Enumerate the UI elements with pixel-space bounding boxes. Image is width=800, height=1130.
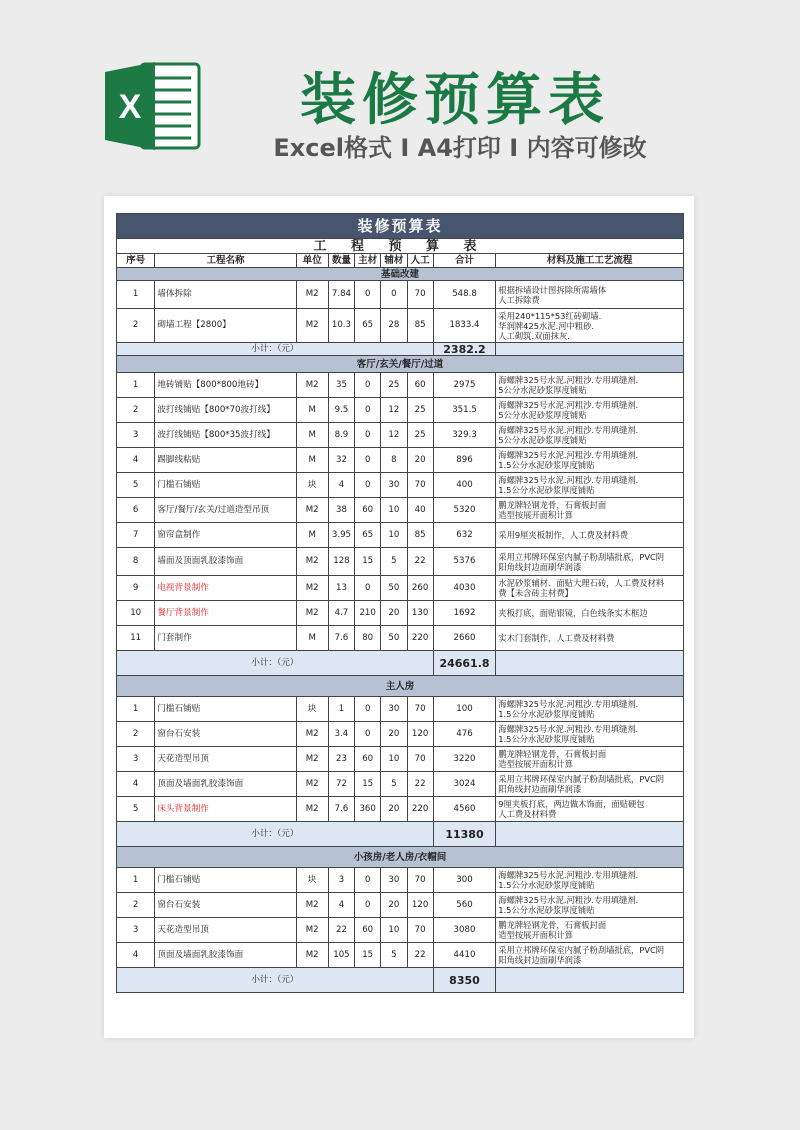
main-material-cell: 210: [355, 601, 381, 626]
quantity-cell: 7.6: [328, 626, 354, 651]
table-row: [117, 281, 684, 309]
section-title: 客厅/玄关/餐厅/过道: [117, 356, 684, 373]
total-cell: 548.8: [433, 281, 496, 309]
item-name: 墙体拆除: [155, 281, 296, 309]
item-name: 砌墙工程【2800】: [155, 309, 296, 343]
item-name: 天花造型吊顶: [155, 918, 296, 943]
subtotal-value: 11380: [433, 822, 496, 847]
banner: [0, 0, 800, 190]
unit-cell: M2: [296, 722, 328, 747]
quantity-cell: 9.5: [328, 398, 354, 423]
aux-material-cell: 28: [381, 309, 407, 343]
labor-cell: 220: [407, 797, 433, 822]
quantity-cell: 105: [328, 943, 354, 968]
item-name: 窗帘盒制作: [155, 523, 296, 548]
table-row: [117, 943, 684, 968]
subtotal-value: 8350: [433, 968, 496, 993]
aux-material-cell: 50: [381, 626, 407, 651]
unit-cell: M2: [296, 498, 328, 523]
row-number: 4: [117, 943, 155, 968]
labor-cell: 130: [407, 601, 433, 626]
section-title: 小孩房/老人房/衣帽间: [117, 847, 684, 868]
total-cell: 896: [433, 448, 496, 473]
sheet-subtitle: 工 程 预 算 表: [117, 239, 684, 254]
total-cell: 5320: [433, 498, 496, 523]
unit-cell: M: [296, 626, 328, 651]
labor-cell: 70: [407, 697, 433, 722]
labor-cell: 22: [407, 548, 433, 576]
table-row: [117, 893, 684, 918]
section-title: 基础改建: [117, 268, 684, 281]
unit-cell: M2: [296, 281, 328, 309]
labor-cell: 22: [407, 943, 433, 968]
table-row: [117, 772, 684, 797]
row-number: 1: [117, 697, 155, 722]
table-row: [117, 626, 684, 651]
quantity-cell: 72: [328, 772, 354, 797]
total-cell: 329.3: [433, 423, 496, 448]
aux-material-cell: 8: [381, 448, 407, 473]
main-material-cell: 0: [355, 697, 381, 722]
total-cell: 400: [433, 473, 496, 498]
table-row: [117, 797, 684, 822]
aux-material-cell: 0: [381, 281, 407, 309]
header-cell: 工程名称: [155, 254, 296, 268]
process-cell: 根据拆墙设计图拆除所需墙体 人工拆除费: [496, 281, 684, 309]
labor-cell: 25: [407, 398, 433, 423]
main-material-cell: 15: [355, 772, 381, 797]
subtotal-empty: [496, 343, 684, 356]
subtotal-row: [117, 822, 684, 847]
labor-cell: 40: [407, 498, 433, 523]
unit-cell: M2: [296, 772, 328, 797]
subtotal-label: 小计：（元）: [117, 968, 434, 993]
total-cell: 632: [433, 523, 496, 548]
row-number: 3: [117, 423, 155, 448]
labor-cell: 70: [407, 918, 433, 943]
aux-material-cell: 30: [381, 697, 407, 722]
row-number: 9: [117, 576, 155, 601]
unit-cell: M2: [296, 373, 328, 398]
aux-material-cell: 30: [381, 473, 407, 498]
unit-cell: M2: [296, 601, 328, 626]
quantity-cell: 10.3: [328, 309, 354, 343]
main-material-cell: 0: [355, 893, 381, 918]
unit-cell: M: [296, 448, 328, 473]
table-row: [117, 373, 684, 398]
quantity-cell: 4.7: [328, 601, 354, 626]
header-cell: 单位: [296, 254, 328, 268]
item-name: 地砖铺贴【800*800地砖】: [155, 373, 296, 398]
main-material-cell: 60: [355, 498, 381, 523]
item-name: 窗台石安装: [155, 893, 296, 918]
row-number: 4: [117, 448, 155, 473]
aux-material-cell: 5: [381, 548, 407, 576]
row-number: 5: [117, 797, 155, 822]
unit-cell: M: [296, 423, 328, 448]
item-name: 天花造型吊顶: [155, 747, 296, 772]
item-name: 顶面及墙面乳胶漆饰面: [155, 943, 296, 968]
main-material-cell: 15: [355, 943, 381, 968]
main-material-cell: 0: [355, 448, 381, 473]
subtotal-empty: [496, 651, 684, 676]
page-subtitle: Excel格式 I A4打印 I 内容可修改: [273, 134, 647, 162]
process-cell: 采用立邦牌环保室内腻子粉刮墙批底，PVC阴 阳角线封边面刷华润漆: [496, 943, 684, 968]
unit-cell: M2: [296, 548, 328, 576]
labor-cell: 220: [407, 626, 433, 651]
unit-cell: M: [296, 398, 328, 423]
total-cell: 351.5: [433, 398, 496, 423]
quantity-cell: 22: [328, 918, 354, 943]
quantity-cell: 1: [328, 697, 354, 722]
subtotal-row: [117, 343, 684, 356]
main-material-cell: 0: [355, 423, 381, 448]
page-title: 装修预算表: [300, 68, 610, 133]
subtotal-value: 2382.2: [433, 343, 496, 356]
section-header-row: [117, 268, 684, 281]
unit-cell: M2: [296, 797, 328, 822]
process-cell: 海螺牌325号水泥.河粗沙.专用填缝剂. 5公分水泥砂浆厚度铺贴: [496, 423, 684, 448]
row-number: 2: [117, 893, 155, 918]
process-cell: 采用立邦牌环保室内腻子粉刮墙批底，PVC阴 阳角线封边面刷华润漆: [496, 548, 684, 576]
row-number: 2: [117, 309, 155, 343]
table-row: [117, 747, 684, 772]
process-cell: 实木门套制作，人工费及材料费: [496, 626, 684, 651]
process-cell: 海螺牌325号水泥.河粗沙.专用填缝剂. 5公分水泥砂浆厚度铺贴: [496, 398, 684, 423]
aux-material-cell: 20: [381, 893, 407, 918]
labor-cell: 70: [407, 868, 433, 893]
quantity-cell: 8.9: [328, 423, 354, 448]
header-cell: 数量: [328, 254, 354, 268]
quantity-cell: 3.4: [328, 722, 354, 747]
aux-material-cell: 10: [381, 918, 407, 943]
main-material-cell: 0: [355, 868, 381, 893]
aux-material-cell: 10: [381, 747, 407, 772]
section-title: 主人房: [117, 676, 684, 697]
row-number: 6: [117, 498, 155, 523]
process-cell: 采用立邦牌环保室内腻子粉刮墙批底，PVC阴 阳角线封边面刷华润漆: [496, 772, 684, 797]
total-cell: 1833.4: [433, 309, 496, 343]
item-name: 门槛石铺贴: [155, 697, 296, 722]
subtotal-row: [117, 651, 684, 676]
item-name: 波打线铺贴【800*70波打线】: [155, 398, 296, 423]
main-material-cell: 80: [355, 626, 381, 651]
table-row: [117, 601, 684, 626]
unit-cell: M2: [296, 918, 328, 943]
quantity-cell: 38: [328, 498, 354, 523]
subtotal-empty: [496, 822, 684, 847]
row-number: 8: [117, 548, 155, 576]
item-name: 墙面及顶面乳胶漆饰面: [155, 548, 296, 576]
budget-table: [116, 213, 684, 993]
item-name: 客厅/餐厅/玄关/过道造型吊顶: [155, 498, 296, 523]
aux-material-cell: 12: [381, 423, 407, 448]
labor-cell: 85: [407, 309, 433, 343]
total-cell: 4410: [433, 943, 496, 968]
quantity-cell: 32: [328, 448, 354, 473]
process-cell: 采用9厘夹板制作，人工费及材料费: [496, 523, 684, 548]
row-number: 1: [117, 281, 155, 309]
quantity-cell: 4: [328, 473, 354, 498]
row-number: 7: [117, 523, 155, 548]
labor-cell: 22: [407, 772, 433, 797]
process-cell: 海螺牌325号水泥.河粗沙.专用填缝剂. 1.5公分水泥砂浆厚度铺贴: [496, 473, 684, 498]
unit-cell: 块: [296, 697, 328, 722]
total-cell: 3220: [433, 747, 496, 772]
labor-cell: 120: [407, 893, 433, 918]
table-row: [117, 868, 684, 893]
unit-cell: M2: [296, 943, 328, 968]
table-row: [117, 697, 684, 722]
subtotal-label: 小计：（元）: [117, 822, 434, 847]
total-cell: 3024: [433, 772, 496, 797]
quantity-cell: 3.95: [328, 523, 354, 548]
quantity-cell: 35: [328, 373, 354, 398]
item-name: 电视背景制作: [155, 576, 296, 601]
process-cell: 海螺牌325号水泥.河粗沙.专用填缝剂. 1.5公分水泥砂浆厚度铺贴: [496, 697, 684, 722]
row-number: 5: [117, 473, 155, 498]
main-material-cell: 65: [355, 309, 381, 343]
header-cell: 材料及施工工艺流程: [496, 254, 684, 268]
table-row: [117, 523, 684, 548]
table-body: [117, 214, 684, 993]
main-material-cell: 0: [355, 722, 381, 747]
process-cell: 海螺牌325号水泥.河粗沙.专用填缝剂. 5公分水泥砂浆厚度铺贴: [496, 373, 684, 398]
main-material-cell: 0: [355, 576, 381, 601]
spreadsheet-page: [104, 196, 694, 1038]
unit-cell: M2: [296, 893, 328, 918]
item-name: 床头背景制作: [155, 797, 296, 822]
labor-cell: 70: [407, 747, 433, 772]
unit-cell: M2: [296, 747, 328, 772]
section-header-row: [117, 356, 684, 373]
total-cell: 2660: [433, 626, 496, 651]
labor-cell: 70: [407, 281, 433, 309]
subtotal-label: 小计：（元）: [117, 651, 434, 676]
total-cell: 2975: [433, 373, 496, 398]
header-row: [117, 254, 684, 268]
aux-material-cell: 20: [381, 797, 407, 822]
excel-icon: [103, 58, 203, 154]
quantity-cell: 13: [328, 576, 354, 601]
section-header-row: [117, 676, 684, 697]
item-name: 波打线铺贴【800*35波打线】: [155, 423, 296, 448]
excel-logo-letter: X: [118, 88, 142, 126]
total-cell: 3080: [433, 918, 496, 943]
labor-cell: 85: [407, 523, 433, 548]
total-cell: 4560: [433, 797, 496, 822]
main-material-cell: 60: [355, 918, 381, 943]
labor-cell: 25: [407, 423, 433, 448]
unit-cell: M2: [296, 309, 328, 343]
header-cell: 合计: [433, 254, 496, 268]
process-cell: 采用240*115*53红砖砌墙. 华润牌425水泥.河中粗砂. 人工砌筑.双面抹灰.: [496, 309, 684, 343]
subtotal-label: 小计：（元）: [117, 343, 434, 356]
main-material-cell: 0: [355, 398, 381, 423]
quantity-cell: 7.6: [328, 797, 354, 822]
row-number: 10: [117, 601, 155, 626]
unit-cell: 块: [296, 473, 328, 498]
quantity-cell: 7.84: [328, 281, 354, 309]
row-number: 3: [117, 747, 155, 772]
aux-material-cell: 25: [381, 373, 407, 398]
process-cell: 9厘夹板打底，两边做木饰面，面贴硬包 人工费及材料费: [496, 797, 684, 822]
main-material-cell: 0: [355, 281, 381, 309]
labor-cell: 70: [407, 473, 433, 498]
labor-cell: 20: [407, 448, 433, 473]
process-cell: 鹏龙牌轻钢龙骨，石膏板封面 造型按展开面积计算: [496, 747, 684, 772]
item-name: 门槛石铺贴: [155, 473, 296, 498]
section-header-row: [117, 847, 684, 868]
process-cell: 夹板打底，面贴银镜，白色线条实木框边: [496, 601, 684, 626]
total-cell: 1692: [433, 601, 496, 626]
row-number: 11: [117, 626, 155, 651]
process-cell: 海螺牌325号水泥.河粗沙.专用填缝剂. 1.5公分水泥砂浆厚度铺贴: [496, 448, 684, 473]
table-row: [117, 423, 684, 448]
aux-material-cell: 5: [381, 943, 407, 968]
row-number: 3: [117, 918, 155, 943]
labor-cell: 260: [407, 576, 433, 601]
quantity-cell: 23: [328, 747, 354, 772]
row-number: 1: [117, 868, 155, 893]
item-name: 窗台石安装: [155, 722, 296, 747]
total-cell: 300: [433, 868, 496, 893]
header-cell: 主材: [355, 254, 381, 268]
total-cell: 476: [433, 722, 496, 747]
table-row: [117, 918, 684, 943]
table-row: [117, 548, 684, 576]
unit-cell: M: [296, 523, 328, 548]
main-material-cell: 360: [355, 797, 381, 822]
total-cell: 4030: [433, 576, 496, 601]
header-cell: 人工: [407, 254, 433, 268]
header-cell: 辅材: [381, 254, 407, 268]
total-cell: 100: [433, 697, 496, 722]
row-number: 1: [117, 373, 155, 398]
aux-material-cell: 12: [381, 398, 407, 423]
table-row: [117, 498, 684, 523]
table-row: [117, 722, 684, 747]
table-row: [117, 448, 684, 473]
aux-material-cell: 20: [381, 722, 407, 747]
aux-material-cell: 50: [381, 576, 407, 601]
table-row: [117, 576, 684, 601]
aux-material-cell: 5: [381, 772, 407, 797]
table-row: [117, 473, 684, 498]
main-material-cell: 0: [355, 473, 381, 498]
sheet-title: 装修预算表: [117, 214, 684, 239]
item-name: 踢脚线粘贴: [155, 448, 296, 473]
quantity-cell: 128: [328, 548, 354, 576]
quantity-cell: 4: [328, 893, 354, 918]
subtotal-empty: [496, 968, 684, 993]
total-cell: 560: [433, 893, 496, 918]
main-material-cell: 15: [355, 548, 381, 576]
item-name: 门槛石铺贴: [155, 868, 296, 893]
unit-cell: 块: [296, 868, 328, 893]
process-cell: 鹏龙牌轻钢龙骨，石膏板封面 造型按展开面积计算: [496, 918, 684, 943]
process-cell: 海螺牌325号水泥.河粗沙.专用填缝剂. 1.5公分水泥砂浆厚度铺贴: [496, 722, 684, 747]
process-cell: 海螺牌325号水泥.河粗沙.专用填缝剂. 1.5公分水泥砂浆厚度铺贴: [496, 868, 684, 893]
process-cell: 水泥砂浆辅材、面贴大理石砖，人工费及材料 费【未含砖主材费】: [496, 576, 684, 601]
aux-material-cell: 10: [381, 523, 407, 548]
row-number: 2: [117, 722, 155, 747]
header-cell: 序号: [117, 254, 155, 268]
aux-material-cell: 30: [381, 868, 407, 893]
table-row: [117, 398, 684, 423]
main-material-cell: 65: [355, 523, 381, 548]
total-cell: 5376: [433, 548, 496, 576]
subtotal-row: [117, 968, 684, 993]
item-name: 餐厅背景制作: [155, 601, 296, 626]
subtotal-value: 24661.8: [433, 651, 496, 676]
labor-cell: 120: [407, 722, 433, 747]
labor-cell: 60: [407, 373, 433, 398]
main-material-cell: 0: [355, 373, 381, 398]
aux-material-cell: 20: [381, 601, 407, 626]
quantity-cell: 3: [328, 868, 354, 893]
process-cell: 鹏龙牌轻钢龙骨，石膏板封面 造型按展开面积计算: [496, 498, 684, 523]
process-cell: 海螺牌325号水泥.河粗沙.专用填缝剂. 1.5公分水泥砂浆厚度铺贴: [496, 893, 684, 918]
aux-material-cell: 10: [381, 498, 407, 523]
table-row: [117, 309, 684, 343]
row-number: 2: [117, 398, 155, 423]
main-material-cell: 60: [355, 747, 381, 772]
item-name: 门套制作: [155, 626, 296, 651]
row-number: 4: [117, 772, 155, 797]
unit-cell: M2: [296, 576, 328, 601]
item-name: 顶面及墙面乳胶漆饰面: [155, 772, 296, 797]
